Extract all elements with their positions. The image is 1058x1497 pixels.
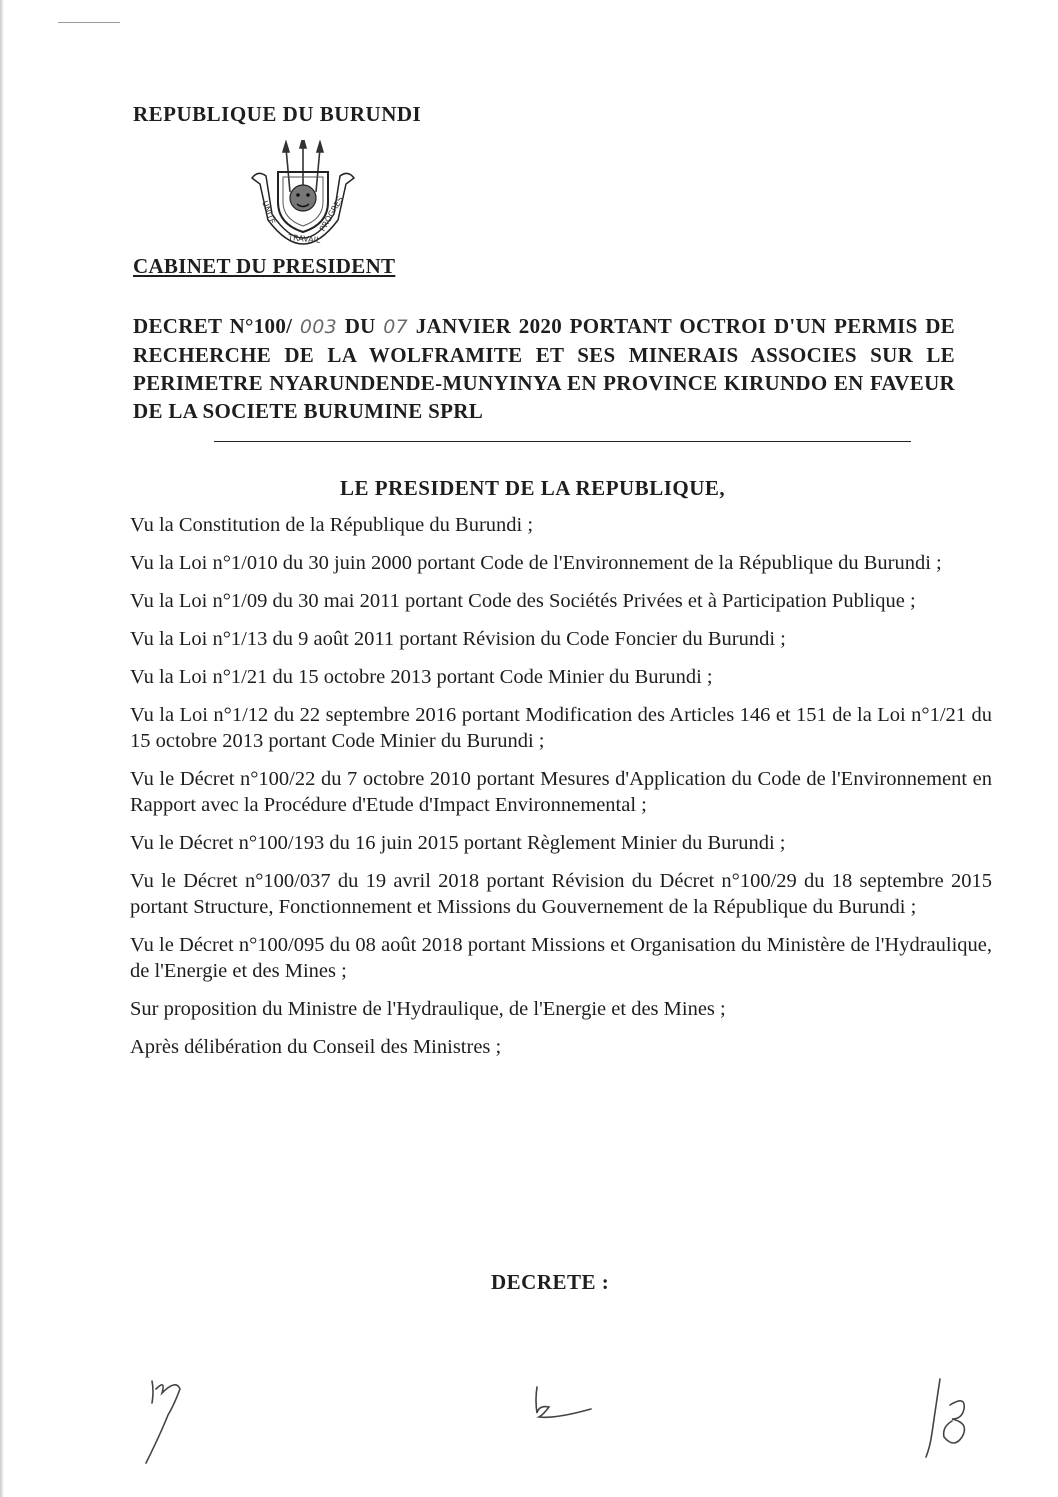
title-divider xyxy=(214,441,911,442)
decree-day-handwritten: 07 xyxy=(383,316,409,338)
visa-item: Vu la Loi n°1/010 du 30 juin 2000 portant Code de l'Environnement de la République du Burundi ; xyxy=(130,552,942,574)
initials-signature-left xyxy=(140,1375,200,1467)
visa-item: Vu la Constitution de la République du Burundi ; xyxy=(130,514,534,536)
president-heading: LE PRESIDENT DE LA REPUBLIQUE, xyxy=(340,476,726,500)
decree-title xyxy=(133,312,955,425)
initials-signature-center xyxy=(525,1383,595,1428)
visa-item: Vu le Décret n°100/22 du 7 octobre 2010 portant Mesures d'Application du Code de l'Environnement en Rapport avec la Procédure d'Etude d'Impact Environnemental ; xyxy=(130,768,992,816)
motto-unite: UNITE xyxy=(260,199,277,226)
decree-du: DU xyxy=(344,314,376,338)
decree-number-handwritten: 003 xyxy=(299,316,338,338)
initials-signature-right xyxy=(918,1375,978,1460)
decree-title-rest: JANVIER 2020 PORTANT OCTROI D'UN PERMIS DE RECHERCHE DE LA WOLFRAMITE ET SES MINERAIS ASSOCIES SUR LE PERIMETRE NYARUNDENDE-MUNYINYA EN PROVINCE KIRUNDO EN FAVEUR DE LA SOCIETE BURUMINE SPRL xyxy=(133,314,955,423)
visa-item: Vu le Décret n°100/193 du 16 juin 2015 portant Règlement Minier du Burundi ; xyxy=(130,832,786,854)
coat-of-arms-emblem xyxy=(248,140,358,245)
visa-item: Vu la Loi n°1/13 du 9 août 2011 portant Révision du Code Foncier du Burundi ; xyxy=(130,628,786,650)
visa-item: Sur proposition du Ministre de l'Hydraulique, de l'Energie et des Mines ; xyxy=(130,998,726,1020)
visas-list xyxy=(130,512,992,1072)
scan-edge-mark xyxy=(58,22,120,23)
visa-item: Vu le Décret n°100/095 du 08 août 2018 portant Missions et Organisation du Ministère de l'Hydraulique, de l'Energie et des Mines ; xyxy=(130,934,992,982)
cabinet-heading: CABINET DU PRESIDENT xyxy=(133,254,396,278)
decree-prefix: DECRET N°100/ xyxy=(133,314,293,338)
scan-edge-shadow xyxy=(0,0,4,1497)
visa-item: Vu la Loi n°1/09 du 30 mai 2011 portant Code des Sociétés Privées et à Participation Publique ; xyxy=(130,590,916,612)
motto-travail: TRAVAIL xyxy=(287,233,321,245)
visa-item: Vu la Loi n°1/21 du 15 octobre 2013 portant Code Minier du Burundi ; xyxy=(130,666,713,688)
motto-progres: PROGRES xyxy=(317,195,346,233)
republic-heading: REPUBLIQUE DU BURUNDI xyxy=(133,102,422,126)
visa-item: Vu la Loi n°1/12 du 22 septembre 2016 portant Modification des Articles 146 et 151 de la Loi n°1/21 du 15 octobre 2013 portant Code Minier du Burundi ; xyxy=(130,704,992,752)
visa-item: Vu le Décret n°100/037 du 19 avril 2018 portant Révision du Décret n°100/29 du 18 septembre 2015 portant Structure, Fonctionnement et Missions du Gouvernement de la République du Burundi ; xyxy=(130,870,992,918)
decrete-heading: DECRETE : xyxy=(491,1270,610,1294)
visa-item: Après délibération du Conseil des Ministres ; xyxy=(130,1036,502,1058)
